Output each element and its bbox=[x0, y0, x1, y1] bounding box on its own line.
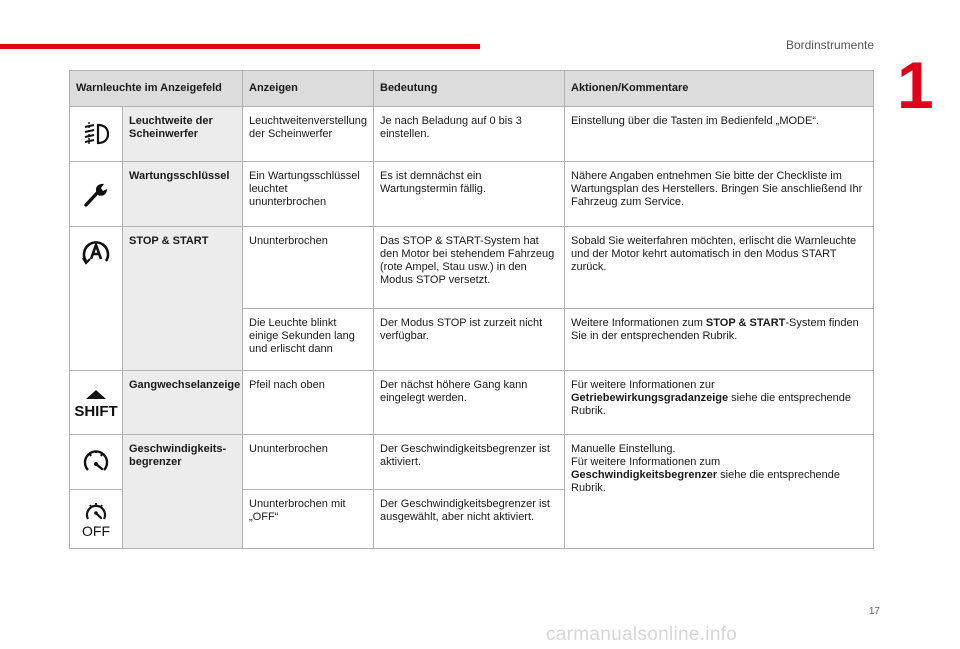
icon-cell bbox=[70, 490, 123, 549]
meaning-cell: Der nächst höhere Gang kann eingelegt werden. bbox=[374, 371, 565, 435]
meaning-cell: Der Geschwindigkeitsbegrenzer ist ausgewählt, aber nicht aktiviert. bbox=[374, 490, 565, 549]
action-text: siehe die entsprechende Rubrik. bbox=[571, 469, 841, 494]
chapter-number: 1 bbox=[897, 48, 934, 122]
headlamp-leveling-icon bbox=[81, 119, 111, 149]
display-cell: Leuchtweitenverstellung der Scheinwerfer bbox=[243, 107, 374, 162]
action-bold-text: Getriebewirkungsgradanzeige bbox=[571, 392, 729, 404]
column-header: Bedeutung bbox=[374, 71, 565, 107]
action-cell: Nähere Angaben entnehmen Sie bitte der Checkliste im Wartungsplan des Herstellers. Bringen Sie anschließend Ihr Fahrzeug zum Service. bbox=[565, 162, 874, 227]
display-cell: Ununterbrochen bbox=[243, 435, 374, 490]
action-text: Für weitere Informationen zum bbox=[571, 456, 721, 468]
display-cell: Die Leuchte blinkt einige Sekunden lang und erlischt dann bbox=[243, 309, 374, 371]
action-text: Weitere Informationen zum bbox=[571, 317, 706, 329]
action-cell bbox=[565, 371, 874, 435]
display-cell: Ein Wartungsschlüssel leuchtet ununterbrochen bbox=[243, 162, 374, 227]
action-cell: Sobald Sie weiterfahren möchten, erlischt die Warnleuchte und der Motor kehrt automatisch in den Modus START zurück. bbox=[565, 227, 874, 309]
icon-cell bbox=[70, 107, 123, 162]
service-wrench-icon bbox=[81, 179, 111, 209]
icon-cell bbox=[70, 162, 123, 227]
table-row bbox=[70, 107, 874, 162]
action-text: -System finden Sie in der entsprechenden Rubrik. bbox=[571, 317, 859, 342]
action-bold-text: Geschwindigkeitsbegrenzer bbox=[571, 469, 718, 481]
speed-limiter-off-icon bbox=[76, 499, 116, 539]
action-text: siehe die entsprechende Rubrik. bbox=[571, 392, 852, 417]
section-title: Bordinstrumente bbox=[785, 38, 874, 52]
page-number: 17 bbox=[868, 606, 880, 617]
meaning-cell: Je nach Beladung auf 0 bis 3 einstellen. bbox=[374, 107, 565, 162]
column-header: Anzeigen bbox=[243, 71, 374, 107]
action-cell bbox=[565, 309, 874, 371]
shift-indicator-icon bbox=[74, 386, 118, 420]
icon-cell bbox=[70, 227, 123, 371]
icon-cell bbox=[70, 435, 123, 490]
action-cell bbox=[565, 435, 874, 549]
table-row bbox=[70, 435, 874, 490]
off-label: OFF bbox=[82, 523, 110, 539]
column-header: Aktionen/Kommentare bbox=[565, 71, 874, 107]
warning-lights-table bbox=[69, 70, 874, 549]
action-cell: Einstellung über die Tasten im Bedienfeld „MODE“. bbox=[565, 107, 874, 162]
column-header: Warnleuchte im Anzeigefeld bbox=[70, 71, 243, 107]
accent-bar bbox=[0, 44, 480, 49]
stop-start-icon bbox=[80, 237, 112, 267]
shift-label: SHIFT bbox=[74, 402, 118, 420]
meaning-cell: Es ist demnächst ein Wartungstermin fällig. bbox=[374, 162, 565, 227]
warning-light-name: Leuchtweite der Scheinwerfer bbox=[123, 107, 243, 162]
action-line: Manuelle Einstellung. bbox=[571, 443, 676, 455]
display-cell: Ununterbrochen bbox=[243, 227, 374, 309]
meaning-cell: Das STOP & START-System hat den Motor bei stehendem Fahrzeug (rote Ampel, Stau usw.) in den Modus STOP versetzt. bbox=[374, 227, 565, 309]
table-header-row bbox=[70, 71, 874, 107]
action-bold-text: STOP & START bbox=[705, 317, 786, 329]
meaning-cell: Der Geschwindigkeitsbegrenzer ist aktiviert. bbox=[374, 435, 565, 490]
watermark: carmanualsonline.info bbox=[546, 624, 738, 645]
action-text: Für weitere Informationen zur bbox=[571, 379, 715, 391]
meaning-cell: Der Modus STOP ist zurzeit nicht verfügbar. bbox=[374, 309, 565, 371]
table-row bbox=[70, 371, 874, 435]
speed-limiter-icon bbox=[81, 447, 111, 477]
table-row bbox=[70, 227, 874, 309]
icon-cell bbox=[70, 371, 123, 435]
display-cell: Ununterbrochen mit „OFF“ bbox=[243, 490, 374, 549]
warning-light-name: Geschwindigkeits-begrenzer bbox=[123, 435, 243, 549]
warning-light-name: Wartungsschlüssel bbox=[123, 162, 243, 227]
display-cell: Pfeil nach oben bbox=[243, 371, 374, 435]
table-row bbox=[70, 162, 874, 227]
warning-light-name: STOP & START bbox=[123, 227, 243, 371]
warning-light-name: Gangwechselanzeige bbox=[123, 371, 243, 435]
